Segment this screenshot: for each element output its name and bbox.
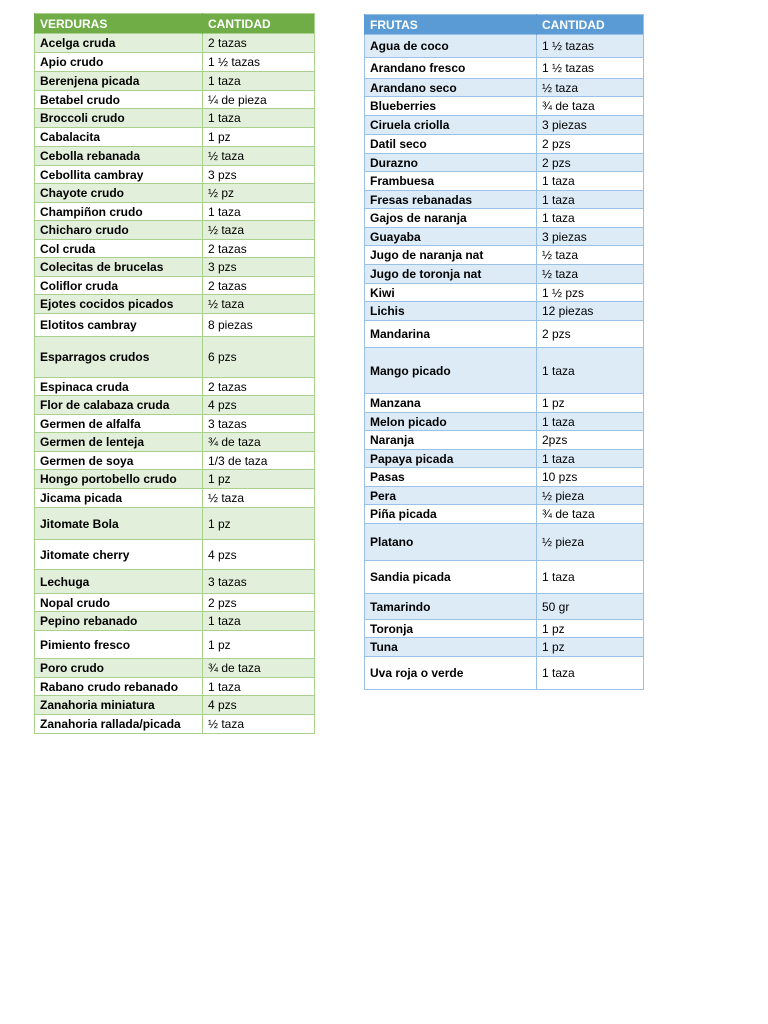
fruta-row (365, 594, 644, 620)
fruta-row (365, 524, 644, 561)
verdura-item-name: Broccoli crudo (35, 109, 203, 128)
fruta-item-name: Tuna (365, 638, 537, 657)
frutas-header-name: FRUTAS (365, 15, 537, 35)
verdura-item-qty: 4 pzs (203, 396, 315, 415)
fruta-item-name: Pasas (365, 468, 537, 487)
verdura-row (35, 396, 315, 415)
fruta-item-qty: ½ pieza (537, 524, 644, 561)
fruta-row (365, 265, 644, 284)
fruta-item-name: Naranja (365, 431, 537, 450)
verdura-item-qty: 4 pzs (203, 540, 315, 570)
verdura-item-qty: ¾ de taza (203, 659, 315, 678)
verdura-row (35, 715, 315, 734)
verdura-item-qty: 1 taza (203, 203, 315, 221)
verdura-item-name: Elotitos cambray (35, 314, 203, 337)
verdura-row (35, 203, 315, 221)
verdura-row (35, 314, 315, 337)
fruta-row (365, 116, 644, 135)
fruta-row (365, 413, 644, 431)
fruta-item-name: Mango picado (365, 348, 537, 394)
verdura-row (35, 277, 315, 295)
verdura-item-name: Poro crudo (35, 659, 203, 678)
verdura-item-name: Chayote crudo (35, 184, 203, 203)
verdura-item-qty: ½ taza (203, 715, 315, 734)
verduras-body (35, 34, 315, 734)
fruta-item-qty: ½ taza (537, 265, 644, 284)
verdura-row (35, 221, 315, 240)
verdura-item-name: Cabalacita (35, 128, 203, 147)
fruta-item-qty: 12 piezas (537, 302, 644, 321)
verdura-item-qty: ¾ de taza (203, 433, 315, 452)
verdura-item-qty: ½ pz (203, 184, 315, 203)
verdura-item-qty: ½ taza (203, 147, 315, 166)
fruta-row (365, 505, 644, 524)
fruta-item-qty: 1 taza (537, 657, 644, 690)
fruta-item-qty: 1 taza (537, 450, 644, 468)
fruta-row (365, 58, 644, 79)
verdura-item-qty: 2 tazas (203, 378, 315, 396)
fruta-item-qty: 3 piezas (537, 228, 644, 246)
fruta-item-name: Melon picado (365, 413, 537, 431)
verdura-item-qty: ½ taza (203, 295, 315, 314)
verdura-item-name: Lechuga (35, 570, 203, 594)
verdura-item-name: Cebolla rebanada (35, 147, 203, 166)
verdura-row (35, 594, 315, 612)
verdura-item-qty: 2 tazas (203, 34, 315, 53)
fruta-item-name: Piña picada (365, 505, 537, 524)
fruta-item-qty: 1 taza (537, 191, 644, 209)
verdura-item-name: Jitomate cherry (35, 540, 203, 570)
verdura-item-qty: 1 taza (203, 72, 315, 91)
verduras-header-row (35, 14, 315, 34)
verdura-item-qty: 2 pzs (203, 594, 315, 612)
verdura-item-qty: 1/3 de taza (203, 452, 315, 470)
fruta-row (365, 191, 644, 209)
fruta-row (365, 79, 644, 97)
verdura-row (35, 91, 315, 109)
fruta-row (365, 302, 644, 321)
verdura-row (35, 34, 315, 53)
fruta-item-name: Guayaba (365, 228, 537, 246)
fruta-item-qty: 2pzs (537, 431, 644, 450)
verdura-row (35, 570, 315, 594)
fruta-item-qty: 1 pz (537, 394, 644, 413)
verdura-item-qty: 6 pzs (203, 337, 315, 378)
verdura-row (35, 240, 315, 258)
fruta-item-name: Sandia picada (365, 561, 537, 594)
verdura-item-name: Rabano crudo rebanado (35, 678, 203, 696)
verdura-item-name: Cebollita cambray (35, 166, 203, 184)
fruta-item-qty: 1 taza (537, 413, 644, 431)
fruta-item-name: Tamarindo (365, 594, 537, 620)
fruta-item-qty: ¾ de taza (537, 505, 644, 524)
fruta-row (365, 209, 644, 228)
verdura-row (35, 53, 315, 72)
fruta-item-name: Mandarina (365, 321, 537, 348)
verdura-item-qty: ½ taza (203, 221, 315, 240)
verdura-item-qty: 3 pzs (203, 258, 315, 277)
verdura-row (35, 147, 315, 166)
fruta-item-name: Blueberries (365, 97, 537, 116)
verdura-row (35, 378, 315, 396)
verdura-item-name: Jicama picada (35, 489, 203, 508)
fruta-row (365, 284, 644, 302)
fruta-item-name: Kiwi (365, 284, 537, 302)
fruta-item-name: Agua de coco (365, 35, 537, 58)
fruta-item-qty: 1 taza (537, 209, 644, 228)
fruta-item-name: Jugo de toronja nat (365, 265, 537, 284)
fruta-item-qty: 2 pzs (537, 135, 644, 154)
fruta-item-name: Lichis (365, 302, 537, 321)
verdura-item-name: Champiñon crudo (35, 203, 203, 221)
verdura-item-name: Flor de calabaza cruda (35, 396, 203, 415)
fruta-item-name: Durazno (365, 154, 537, 172)
fruta-row (365, 431, 644, 450)
fruta-row (365, 97, 644, 116)
fruta-item-qty: ¾ de taza (537, 97, 644, 116)
verdura-row (35, 540, 315, 570)
frutas-header-row (365, 15, 644, 35)
verdura-item-name: Ejotes cocidos picados (35, 295, 203, 314)
fruta-item-qty: 1 taza (537, 348, 644, 394)
fruta-item-qty: 1 ½ tazas (537, 58, 644, 79)
verdura-item-qty: 1 ½ tazas (203, 53, 315, 72)
verdura-item-name: Jitomate Bola (35, 508, 203, 540)
fruta-item-name: Toronja (365, 620, 537, 638)
verdura-row (35, 696, 315, 715)
verdura-item-qty: 1 taza (203, 109, 315, 128)
fruta-item-qty: ½ pieza (537, 487, 644, 505)
verdura-item-qty: 3 tazas (203, 415, 315, 433)
verdura-item-name: Zanahoria miniatura (35, 696, 203, 715)
fruta-row (365, 450, 644, 468)
fruta-item-name: Papaya picada (365, 450, 537, 468)
verdura-row (35, 470, 315, 489)
verdura-item-qty: 8 piezas (203, 314, 315, 337)
fruta-item-name: Datil seco (365, 135, 537, 154)
verdura-item-name: Chicharo crudo (35, 221, 203, 240)
fruta-item-qty: 1 taza (537, 172, 644, 191)
verdura-item-name: Hongo portobello crudo (35, 470, 203, 489)
fruta-item-qty: 50 gr (537, 594, 644, 620)
fruta-item-name: Manzana (365, 394, 537, 413)
fruta-row (365, 348, 644, 394)
fruta-item-name: Gajos de naranja (365, 209, 537, 228)
fruta-item-name: Uva roja o verde (365, 657, 537, 690)
verdura-row (35, 433, 315, 452)
verdura-row (35, 72, 315, 91)
fruta-item-qty: 2 pzs (537, 321, 644, 348)
verdura-item-qty: 1 pz (203, 508, 315, 540)
fruta-item-qty: 1 taza (537, 561, 644, 594)
verdura-item-name: Colecitas de brucelas (35, 258, 203, 277)
verdura-row (35, 612, 315, 631)
fruta-row (365, 638, 644, 657)
verdura-row (35, 631, 315, 659)
verdura-item-qty: 1 taza (203, 612, 315, 631)
fruta-row (365, 172, 644, 191)
verduras-table (34, 13, 315, 734)
fruta-row (365, 228, 644, 246)
fruta-row (365, 468, 644, 487)
verdura-row (35, 128, 315, 147)
verdura-item-qty: ½ taza (203, 489, 315, 508)
fruta-item-name: Pera (365, 487, 537, 505)
verdura-item-qty: 2 tazas (203, 240, 315, 258)
fruta-item-name: Fresas rebanadas (365, 191, 537, 209)
verdura-row (35, 258, 315, 277)
verdura-item-name: Espinaca cruda (35, 378, 203, 396)
verdura-row (35, 678, 315, 696)
verdura-row (35, 109, 315, 128)
verdura-item-qty: 4 pzs (203, 696, 315, 715)
fruta-item-qty: 1 ½ pzs (537, 284, 644, 302)
verdura-item-name: Col cruda (35, 240, 203, 258)
verdura-item-qty: 3 tazas (203, 570, 315, 594)
verdura-item-name: Acelga cruda (35, 34, 203, 53)
fruta-item-name: Platano (365, 524, 537, 561)
fruta-row (365, 321, 644, 348)
fruta-item-name: Arandano fresco (365, 58, 537, 79)
verduras-header-qty: CANTIDAD (203, 14, 315, 34)
verdura-item-name: Apio crudo (35, 53, 203, 72)
fruta-item-qty: 1 ½ tazas (537, 35, 644, 58)
verdura-item-name: Pimiento fresco (35, 631, 203, 659)
fruta-item-name: Jugo de naranja nat (365, 246, 537, 265)
frutas-body (365, 35, 644, 690)
verdura-item-name: Germen de soya (35, 452, 203, 470)
verdura-item-name: Zanahoria rallada/picada (35, 715, 203, 734)
fruta-row (365, 657, 644, 690)
verdura-row (35, 337, 315, 378)
verdura-item-name: Nopal crudo (35, 594, 203, 612)
fruta-item-name: Ciruela criolla (365, 116, 537, 135)
verdura-row (35, 295, 315, 314)
verdura-item-qty: 1 pz (203, 128, 315, 147)
verdura-item-qty: 1 pz (203, 631, 315, 659)
verdura-row (35, 415, 315, 433)
verdura-item-name: Berenjena picada (35, 72, 203, 91)
fruta-item-qty: 1 pz (537, 638, 644, 657)
fruta-item-name: Arandano seco (365, 79, 537, 97)
fruta-item-qty: 3 piezas (537, 116, 644, 135)
verdura-row (35, 508, 315, 540)
fruta-row (365, 561, 644, 594)
verdura-item-name: Germen de lenteja (35, 433, 203, 452)
verdura-item-name: Germen de alfalfa (35, 415, 203, 433)
fruta-row (365, 135, 644, 154)
verduras-header-name: VERDURAS (35, 14, 203, 34)
verdura-item-qty: 2 tazas (203, 277, 315, 295)
fruta-item-qty: 1 pz (537, 620, 644, 638)
frutas-header-qty: CANTIDAD (537, 15, 644, 35)
verdura-row (35, 184, 315, 203)
fruta-row (365, 35, 644, 58)
verdura-item-name: Pepino rebanado (35, 612, 203, 631)
verdura-row (35, 452, 315, 470)
fruta-item-qty: 2 pzs (537, 154, 644, 172)
verdura-item-name: Esparragos crudos (35, 337, 203, 378)
fruta-row (365, 620, 644, 638)
verdura-item-name: Betabel crudo (35, 91, 203, 109)
fruta-row (365, 394, 644, 413)
verdura-row (35, 659, 315, 678)
verdura-row (35, 489, 315, 508)
verdura-item-qty: 1 taza (203, 678, 315, 696)
fruta-row (365, 246, 644, 265)
verdura-item-qty: 1 pz (203, 470, 315, 489)
fruta-item-name: Frambuesa (365, 172, 537, 191)
verdura-item-name: Coliflor cruda (35, 277, 203, 295)
frutas-table (364, 14, 644, 690)
fruta-item-qty: 10 pzs (537, 468, 644, 487)
verdura-row (35, 166, 315, 184)
verdura-item-qty: 3 pzs (203, 166, 315, 184)
fruta-item-qty: ½ taza (537, 246, 644, 265)
verdura-item-qty: ¼ de pieza (203, 91, 315, 109)
fruta-row (365, 154, 644, 172)
fruta-row (365, 487, 644, 505)
fruta-item-qty: ½ taza (537, 79, 644, 97)
